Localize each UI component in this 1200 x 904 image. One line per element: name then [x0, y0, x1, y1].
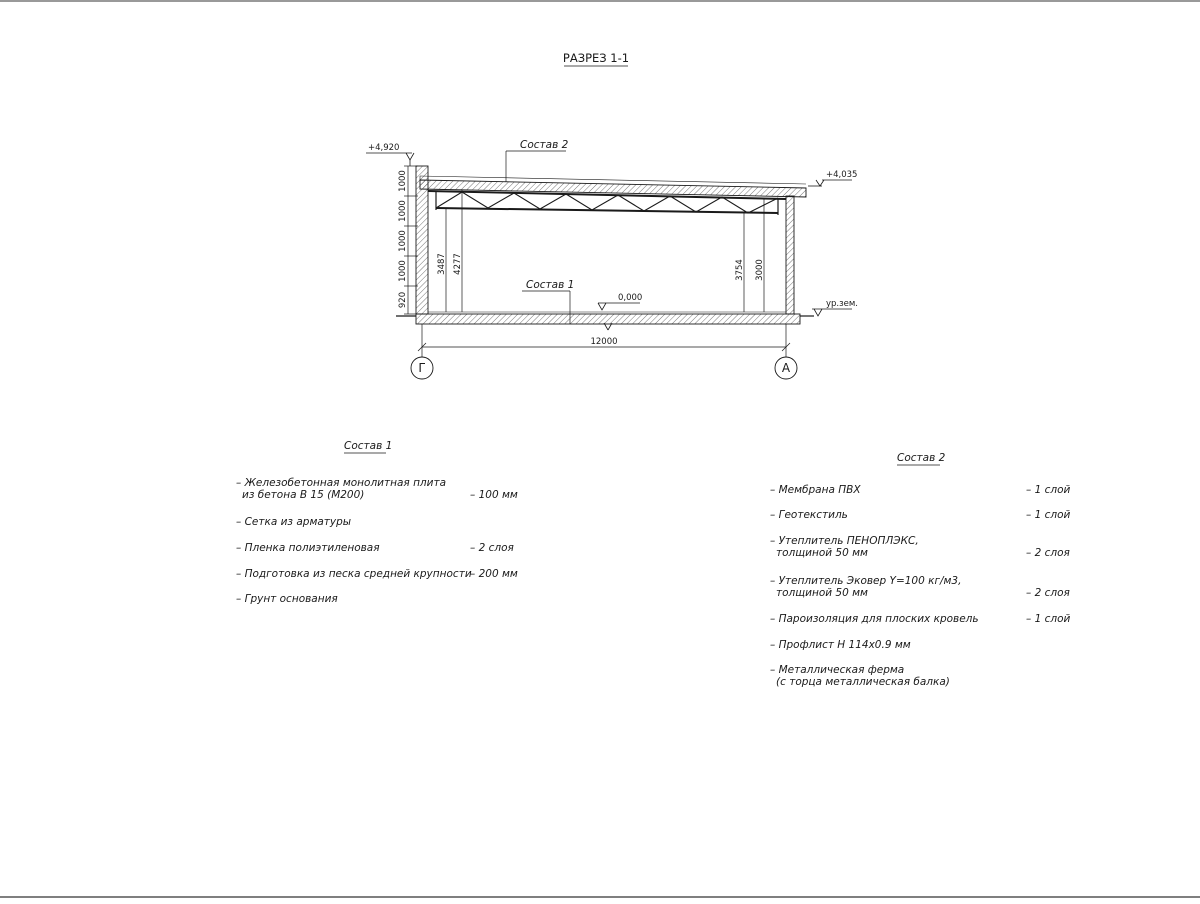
elevation-top-left: +4,920 [368, 143, 400, 153]
sostav1-item-4: – Подготовка из песка средней крупности [236, 568, 472, 580]
axis-label-a: А [781, 361, 791, 375]
sostav2-item-5-qty: – 1 слой [1026, 613, 1071, 625]
sostav2-item-4-line2: толщиной 50 мм [776, 587, 868, 599]
sostav1-item-3: – Пленка полиэтиленовая [236, 542, 380, 554]
elevation-mark-top-left [366, 153, 414, 166]
dim-left-3: 1000 [398, 230, 408, 252]
sostav1-item-2: – Сетка из арматуры [236, 516, 352, 528]
sostav2-item-2-qty: – 1 слой [1026, 509, 1071, 521]
sostav2-item-2: – Геотекстиль [770, 509, 848, 521]
sostav2-item-6: – Профлист Н 114х0.9 мм [770, 639, 911, 651]
sostav1-item-1-qty: – 100 мм [470, 489, 518, 501]
sostav2-item-3-line2: толщиной 50 мм [776, 547, 868, 559]
elevation-floor: 0,000 [618, 293, 643, 303]
sostav2-item-3-qty: – 2 слоя [1026, 547, 1070, 559]
sostav2-item-5: – Пароизоляция для плоских кровель [770, 613, 979, 625]
drawing-title: РАЗРЕЗ 1-1 [562, 51, 630, 65]
callout-roof-leader [506, 151, 566, 182]
sostav1-item-1-line2: из бетона В 15 (М200) [242, 489, 365, 501]
sostav1-item-4-qty: – 200 мм [470, 568, 518, 580]
sostav1-item-1: – Железобетонная монолитная плита [236, 477, 447, 489]
sostav2-item-3: – Утеплитель ПЕНОПЛЭКС, [770, 535, 919, 547]
sostav2-title: Состав 2 [897, 452, 946, 464]
sostav1-item-5: – Грунт основания [236, 593, 338, 605]
dim-height-3487: 3487 [437, 253, 447, 275]
dim-left-4: 1000 [398, 260, 408, 282]
sostav2-item-4-qty: – 2 слоя [1026, 587, 1070, 599]
dim-height-3754: 3754 [735, 259, 745, 281]
dim-height-3000: 3000 [755, 259, 765, 281]
axis-label-g: Г [418, 361, 426, 375]
sostav2-list [770, 484, 1071, 688]
sostav2-item-7: – Металлическая ферма [770, 664, 905, 676]
callout-roof: Состав 2 [520, 139, 569, 151]
dim-left-2: 1000 [398, 200, 408, 222]
elevation-mark-ground [812, 309, 852, 316]
sostav2-item-7-line2: (с торца металлическая балка) [776, 676, 950, 688]
dim-left-1: 1000 [398, 170, 408, 192]
sostav2-item-1-qty: – 1 слой [1026, 484, 1071, 496]
right-wall [786, 196, 794, 314]
span-value: 12000 [590, 337, 618, 347]
callout-floor: Состав 1 [526, 279, 575, 291]
elevation-mark-top-right [808, 180, 852, 186]
sostav1-list [236, 477, 518, 605]
floor-slab [416, 314, 800, 324]
elevation-ground: ур.зем. [826, 299, 858, 309]
elevation-mark-floor [598, 303, 640, 310]
sostav2-item-1: – Мембрана ПВХ [770, 484, 861, 496]
dim-height-4277: 4277 [453, 253, 463, 275]
sostav2-item-4: – Утеплитель Эковер Y=100 кг/м3, [770, 575, 962, 587]
sostav1-item-3-qty: – 2 слоя [470, 542, 514, 554]
elevation-top-right: +4,035 [826, 170, 858, 180]
dim-left-5: 920 [398, 291, 408, 309]
sostav1-title: Состав 1 [344, 440, 393, 452]
